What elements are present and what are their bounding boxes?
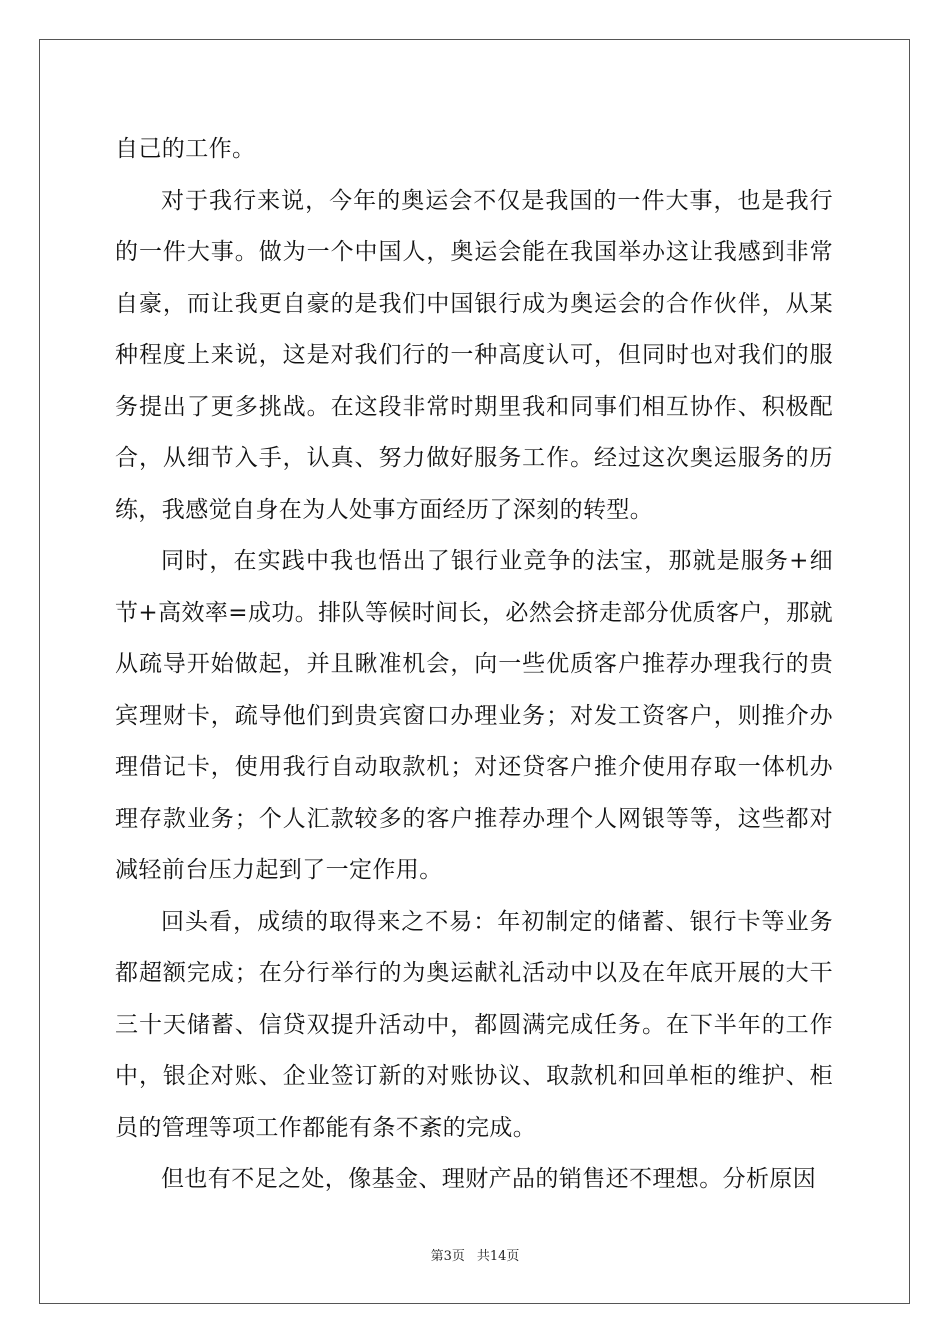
paragraph-1: 对于我行来说，今年的奥运会不仅是我国的一件大事，也是我行的一件大事。做为一个中国人，奥运会能在我国举办这让我感到非常自豪，而让我更自豪的是我们中国银行成为奥运会的合作伙伴，从某种程度上来说，这是对我们行的一种高度认可，但同时也对我们的服务提出了更多挑战。在这段非常时期里我和同事们相互协作、积极配合，从细节入手，认真、努力做好服务工作。经过这次奥运服务的历练，我感觉自身在为人处事方面经历了深刻的转型。	[115, 187, 833, 523]
paragraph-3: 回头看，成绩的取得来之不易：年初制定的储蓄、银行卡等业务都超额完成；在分行举行的为奥运献礼活动中以及在年底开展的大干三十天储蓄、信贷双提升活动中，都圆满完成任务。在下半年的工作中，银企对账、企业签订新的对账协议、取款机和回单柜的维护、柜员的管理等项工作都能有条不紊的完成。	[115, 908, 833, 1141]
page-number: 第3页	[430, 1249, 465, 1264]
paragraph-4: 但也有不足之处，像基金、理财产品的销售还不理想。分析原因	[161, 1166, 817, 1192]
total-pages: 共14页	[476, 1249, 520, 1264]
paragraph-2: 同时，在实践中我也悟出了银行业竞争的法宝，那就是服务+细节+高效率=成功。排队等候时间长，必然会挤走部分优质客户，那就从疏导开始做起，并且瞅准机会，向一些优质客户推荐办理我行的贵宾理财卡，疏导他们到贵宾窗口办理业务；对发工资客户，则推介办理借记卡，使用我行自动取款机；对还贷客户推介使用存取一体机办理存款业务；个人汇款较多的客户推荐办理个人网银等等，这些都对减轻前台压力起到了一定作用。	[115, 548, 833, 883]
page-footer	[0, 1248, 950, 1266]
paragraph-0: 自己的工作。	[115, 136, 256, 162]
document-body	[115, 124, 833, 1206]
